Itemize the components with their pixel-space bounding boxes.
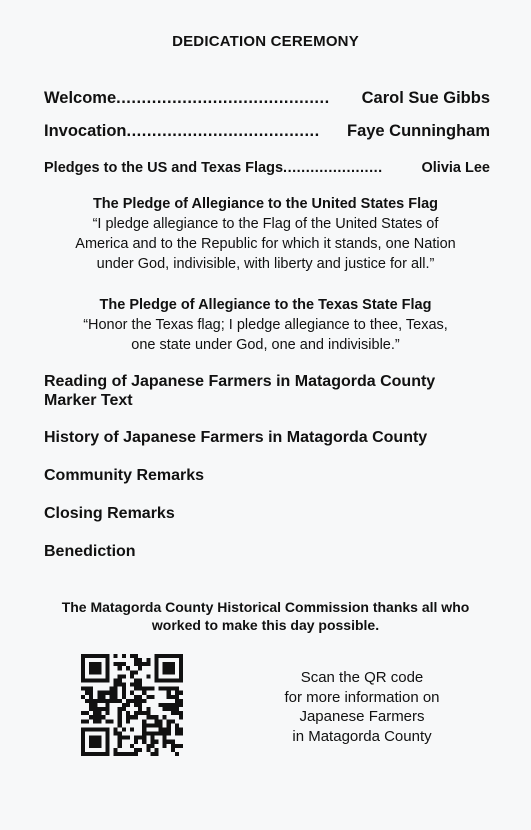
texas-flag-pledge	[0, 295, 531, 355]
us-flag-pledge	[0, 194, 531, 274]
pledge-heading: The Pledge of Allegiance to the United States Flag	[92, 196, 439, 212]
leader-dots: ......................................	[126, 122, 320, 140]
program-speaker: Olivia Lee	[421, 160, 490, 176]
thanks-note	[0, 598, 531, 634]
pledge-line: one state under God, one and indivisible.”	[131, 337, 400, 353]
pledge-line: “I pledge allegiance to the Flag of the United States of	[92, 216, 439, 232]
scan-line: Japanese Farmers	[299, 708, 425, 725]
pledge-heading: The Pledge of Allegiance to the Texas State Flag	[99, 297, 432, 313]
pledge-line: under God, indivisible, with liberty and justice for all.”	[96, 256, 435, 272]
program-row-invocation	[44, 122, 490, 141]
thanks-line: The Matagorda County Historical Commission thanks all who	[61, 599, 470, 615]
program-item-closing-remarks	[44, 504, 484, 523]
scan-line: Scan the QR code	[300, 669, 424, 686]
pledge-line: “Honor the Texas flag; I pledge allegiance to thee, Texas,	[83, 317, 448, 333]
item-line: Marker Text	[44, 392, 133, 409]
program-item-benediction	[44, 542, 484, 561]
program-item-reading	[44, 372, 484, 410]
program-label: Invocation	[44, 122, 127, 140]
item-line: History of Japanese Farmers in Matagorda County	[44, 429, 428, 446]
program-row-pledges	[44, 160, 490, 176]
program-item-history	[44, 428, 484, 447]
thanks-line: worked to make this day possible.	[151, 617, 380, 633]
item-line: Community Remarks	[44, 467, 205, 484]
program-speaker: Carol Sue Gibbs	[361, 89, 490, 107]
item-line: Closing Remarks	[44, 505, 175, 522]
item-line: Reading of Japanese Farmers in Matagorda County	[44, 373, 436, 390]
program-speaker: Faye Cunningham	[346, 122, 490, 140]
scan-line: for more information on	[284, 688, 440, 706]
item-line: Benediction	[44, 543, 136, 560]
leader-dots: ......................	[283, 160, 383, 176]
program-label: Welcome	[44, 89, 117, 107]
scan-line: in Matagorda County	[292, 727, 432, 745]
program-item-community-remarks	[44, 466, 484, 485]
program-row-welcome	[44, 89, 490, 108]
program-label: Pledges to the US and Texas Flags	[44, 160, 284, 176]
pledge-line: America and to the Republic for which it stands, one Nation	[75, 236, 456, 252]
qr-code-icon[interactable]	[81, 654, 183, 756]
page-title: DEDICATION CEREMONY	[172, 33, 359, 50]
leader-dots: ..........................................	[116, 89, 330, 107]
scan-instructions	[262, 668, 462, 746]
